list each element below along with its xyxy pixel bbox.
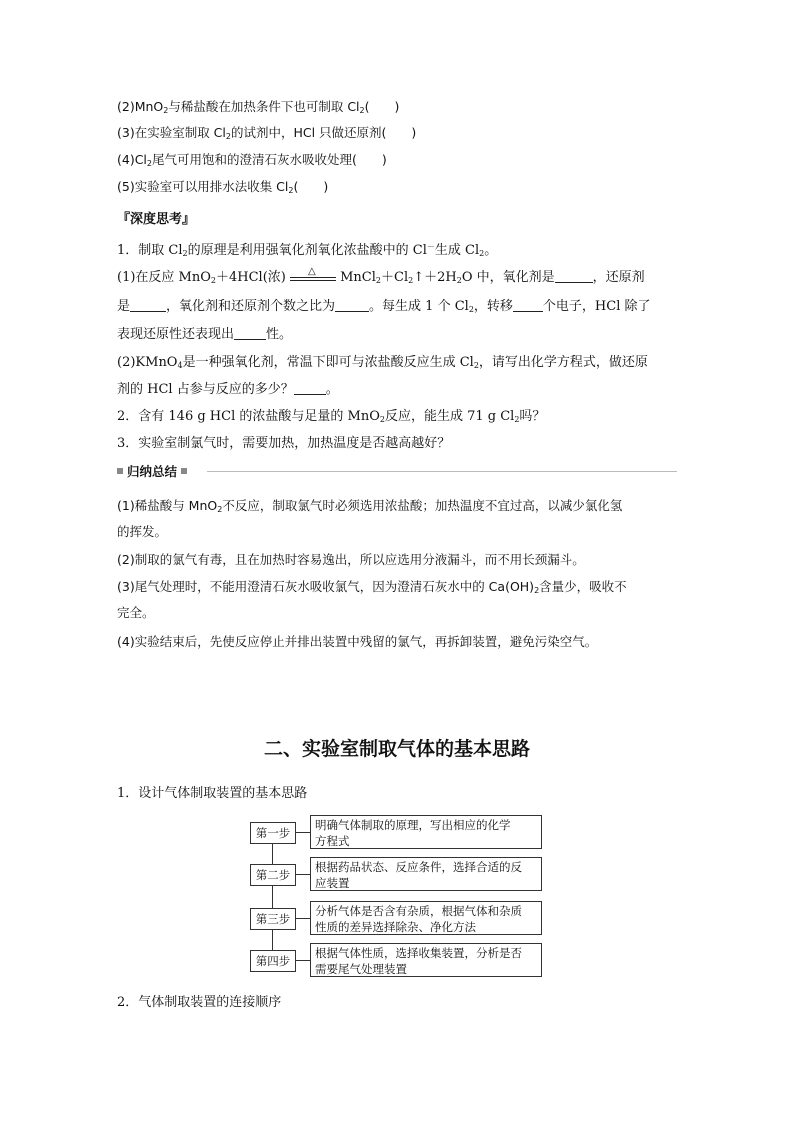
summary-header (117, 462, 677, 480)
q2: 2．含有 146 g HCl 的浓盐酸与足量的 MnO$_2$反应，能生成 71 g $Cl_2$吗？ (117, 409, 546, 424)
section-item-2: 2．气体制取装置的连接顺序 (117, 995, 282, 1010)
deep-think-tag: 『深度思考』 (117, 212, 196, 227)
step-3-description: 分析气体是否含有杂质，根据气体和杂质 性质的差异选择除杂、净化方法 (310, 901, 542, 935)
summary-item-2: (2)制取的氯气有毒，且在加热时容易逸出，所以应选用分液漏斗，而不用长颈漏斗。 (117, 552, 585, 567)
summary-title: 归纳总结 (127, 464, 178, 479)
step-4-box: 第四步 (250, 950, 296, 972)
summary-divider (207, 471, 677, 472)
q1-part1-line2: 是 ，氧化剂和还原剂个数之比为 。每生成 1 个 $Cl_2$，转移 个电子，HCl 除了 (117, 299, 651, 314)
design-steps-diagram (250, 812, 550, 982)
judge-item-3: (3)在实验室制取 $Cl_2$的试剂中，HCl 只做还原剂( ) (117, 125, 417, 141)
q1-part2-line1: (2)KMnO$_4$是一种强氧化剂，常温下即可与浓盐酸反应生成 $Cl_2$，请写出化学方程式，做还原 (117, 355, 648, 370)
summary-item-4: (4)实验结束后，先使反应停止并排出装置中残留的氯气，再拆卸装置，避免污染空气。 (117, 634, 598, 649)
step-1-box: 第一步 (250, 822, 296, 844)
square-icon (117, 468, 123, 474)
judge-item-2: (2)MnO$_2$与稀盐酸在加热条件下也可制取 $Cl_2$( ) (117, 99, 400, 115)
answer-blank[interactable] (513, 299, 543, 312)
summary-item-1-cont: 的挥发。 (117, 524, 168, 539)
judge-item-4: $(4)Cl_2$尾气可用饱和的澄清石灰水吸收处理( ) (117, 152, 387, 168)
answer-blank[interactable] (234, 327, 266, 340)
q1-intro: 1．制取 $Cl_2$的原理是利用强氧化剂氧化浓盐酸中的 Cl－生成 $Cl_2$。 (117, 242, 498, 258)
q3: 3．实验室制氯气时，需要加热，加热温度是否越高越好？ (117, 436, 451, 451)
step-2-box: 第二步 (250, 864, 296, 886)
answer-blank[interactable] (130, 299, 166, 312)
section-item-1: 1．设计气体制取装置的基本思路 (117, 786, 308, 801)
square-icon (181, 468, 187, 474)
summary-item-1: (1)稀盐酸与 MnO$_2$不反应，制取氯气时必须选用浓盐酸；加热温度不宜过高，以减少氯化氢 (117, 498, 623, 514)
q1-part2-line2: 剂的 HCl 占参与反应的多少？ 。 (117, 382, 339, 397)
step-3-box: 第三步 (250, 908, 296, 930)
q1-part1-line1: (1)在反应 MnO$_2$＋4HCl(浓) △ $MnCl_2+Cl_2↑+2H_2O$ 中，氧化剂是 ，还原剂 (117, 266, 645, 285)
section-heading: 二、实验室制取气体的基本思路 (263, 738, 530, 760)
step-2-description: 根据药品状态、反应条件，选择合适的反 应装置 (310, 857, 542, 891)
answer-blank[interactable] (335, 299, 369, 312)
summary-item-3: (3)尾气处理时，不能用澄清石灰水吸收氯气，因为澄清石灰水中的 $Ca(OH)_2$含量少，吸收不 (117, 579, 627, 595)
q1-part1-line3: 表现还原性还表现出 性。 (117, 327, 293, 342)
step-1-description: 明确气体制取的原理，写出相应的化学 方程式 (310, 815, 542, 849)
answer-blank[interactable] (555, 270, 593, 283)
step-4-description: 根据气体性质，选择收集装置，分析是否 需要尾气处理装置 (310, 943, 542, 977)
judge-item-5: (5)实验室可以用排水法收集 $Cl_2$( ) (117, 179, 329, 195)
answer-blank[interactable] (294, 382, 326, 395)
heat-equilibrium-arrow: △ (290, 269, 336, 283)
summary-item-3-cont: 完全。 (117, 605, 155, 620)
